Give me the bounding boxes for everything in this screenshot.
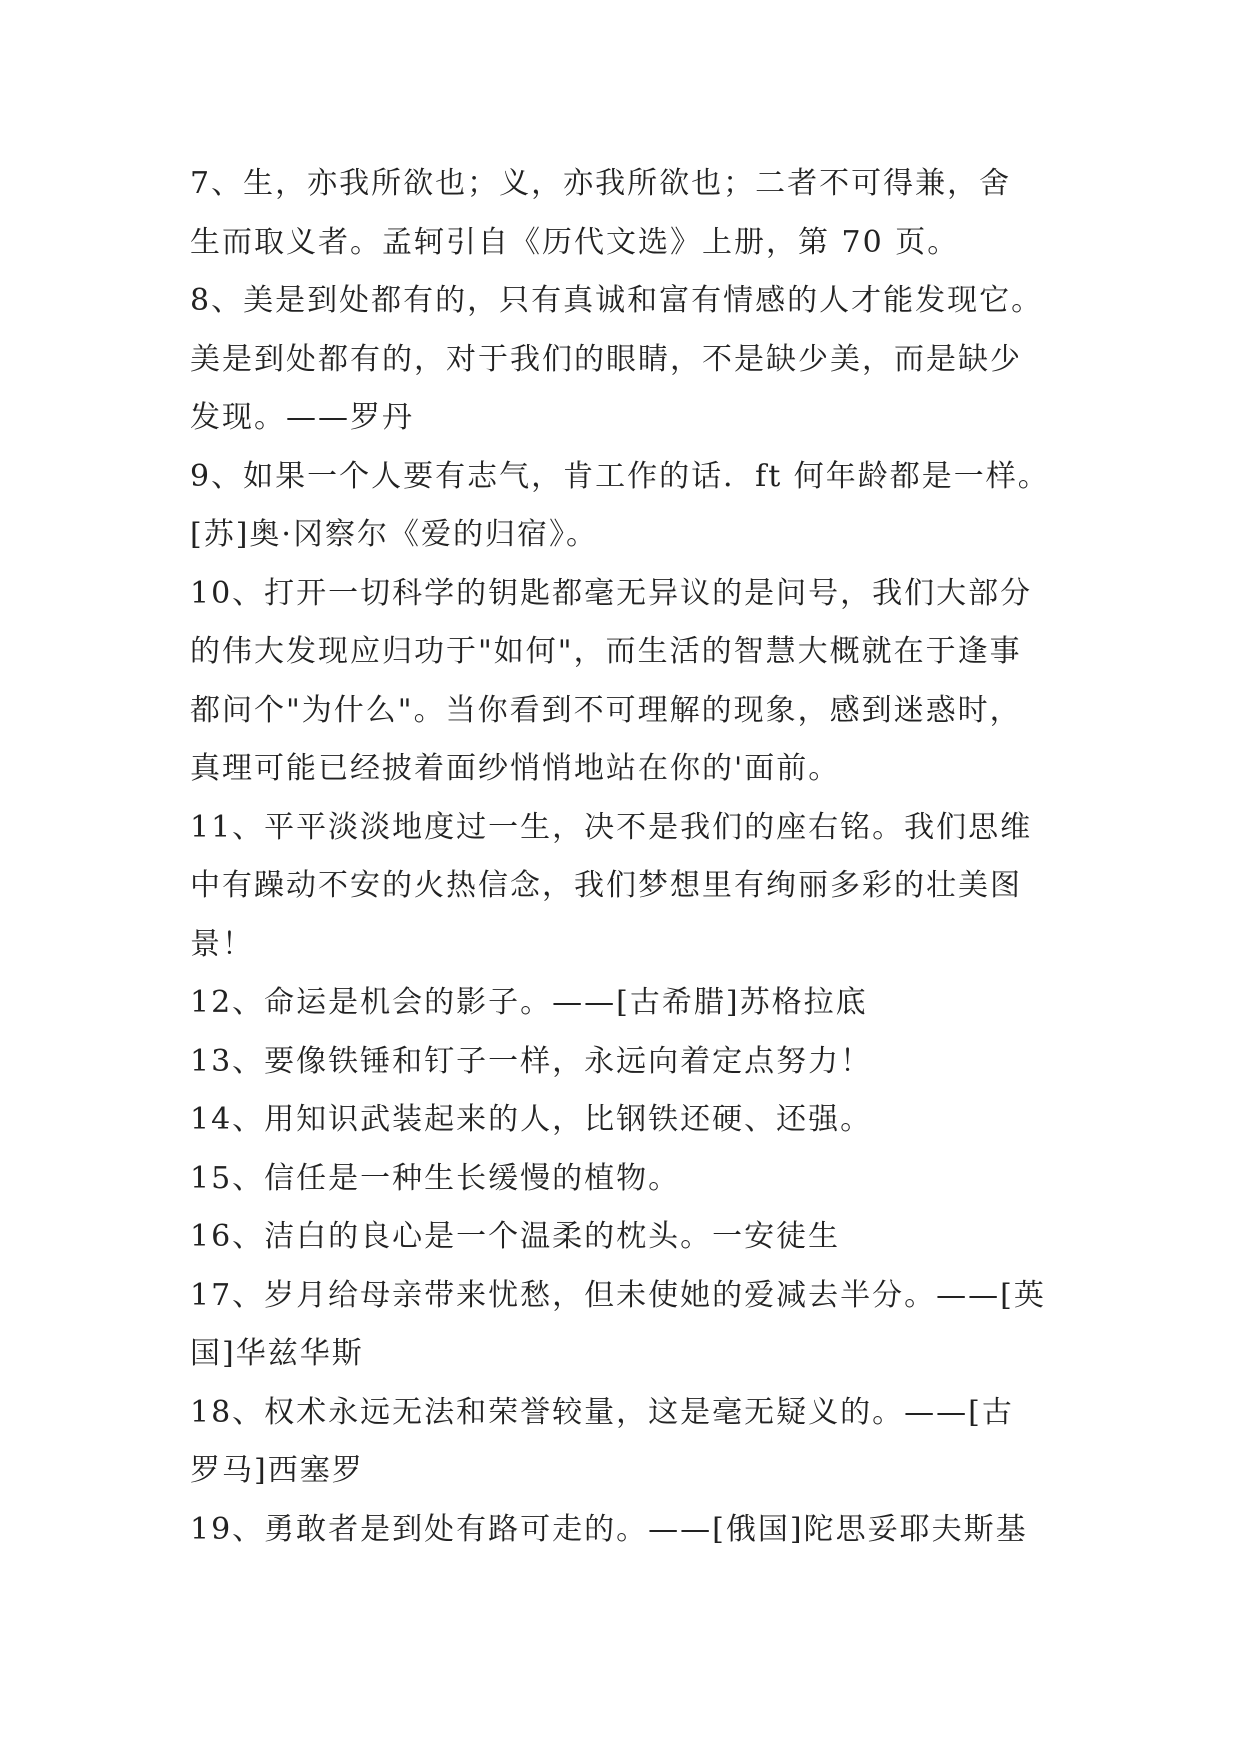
text-line: 12、命运是机会的影子。——[古希腊]苏格拉底 bbox=[190, 985, 868, 1020]
text-line: 景！ bbox=[190, 926, 254, 962]
text-line: 美是到处都有的，对于我们的眼睛，不是缺少美，而是缺少 bbox=[190, 341, 1022, 377]
quote-text-block bbox=[190, 155, 1080, 1559]
text-line: 17、岁月给母亲带来忧愁，但未使她的爱减去半分。——[英 bbox=[190, 1277, 1046, 1313]
text-line: 发现。——罗丹 bbox=[190, 400, 414, 435]
text-line: 都问个"为什么"。当你看到不可理解的现象，感到迷惑时， bbox=[190, 692, 1022, 728]
text-line: 国]华兹华斯 bbox=[190, 1336, 364, 1371]
text-line: 19、勇敢者是到处有路可走的。——[俄国]陀思妥耶夫斯基 bbox=[190, 1511, 1028, 1547]
text-line: 罗马]西塞罗 bbox=[190, 1453, 364, 1488]
text-line: 8、美是到处都有的，只有真诚和富有情感的人才能发现它。 bbox=[190, 283, 1044, 318]
text-line: 18、权术永远无法和荣誉较量，这是毫无疑义的。——[古 bbox=[190, 1394, 1014, 1430]
text-line: 7、生，亦我所欲也；义，亦我所欲也；二者不可得兼，舍 bbox=[190, 166, 1012, 201]
text-line: [苏]奥·冈察尔《爱的归宿》。 bbox=[190, 517, 598, 552]
text-line: 中有躁动不安的火热信念，我们梦想里有绚丽多彩的壮美图 bbox=[190, 868, 1022, 903]
text-line: 11、平平淡淡地度过一生，决不是我们的座右铭。我们思维 bbox=[190, 809, 1033, 845]
text-line: 的伟大发现应归功于"如何"，而生活的智慧大概就在于逢事 bbox=[190, 634, 1022, 669]
text-line: 13、要像铁锤和钉子一样，永远向着定点努力！ bbox=[190, 1043, 873, 1079]
text-line: 真理可能已经披着面纱悄悄地站在你的'面前。 bbox=[190, 751, 841, 786]
text-line: 16、洁白的良心是一个温柔的枕头。一安徒生 bbox=[190, 1219, 841, 1254]
text-line: 10、打开一切科学的钥匙都毫无异议的是问号，我们大部分 bbox=[190, 575, 1033, 611]
text-line: 生而取义者。孟轲引自《历代文选》上册，第 70 页。 bbox=[190, 224, 960, 260]
text-line: 14、用知识武装起来的人，比钢铁还硬、还强。 bbox=[190, 1102, 873, 1137]
text-line: 9、如果一个人要有志气，肯工作的话．ft 何年龄都是一样。 bbox=[190, 458, 1050, 494]
text-line: 15、信任是一种生长缓慢的植物。 bbox=[190, 1160, 681, 1196]
